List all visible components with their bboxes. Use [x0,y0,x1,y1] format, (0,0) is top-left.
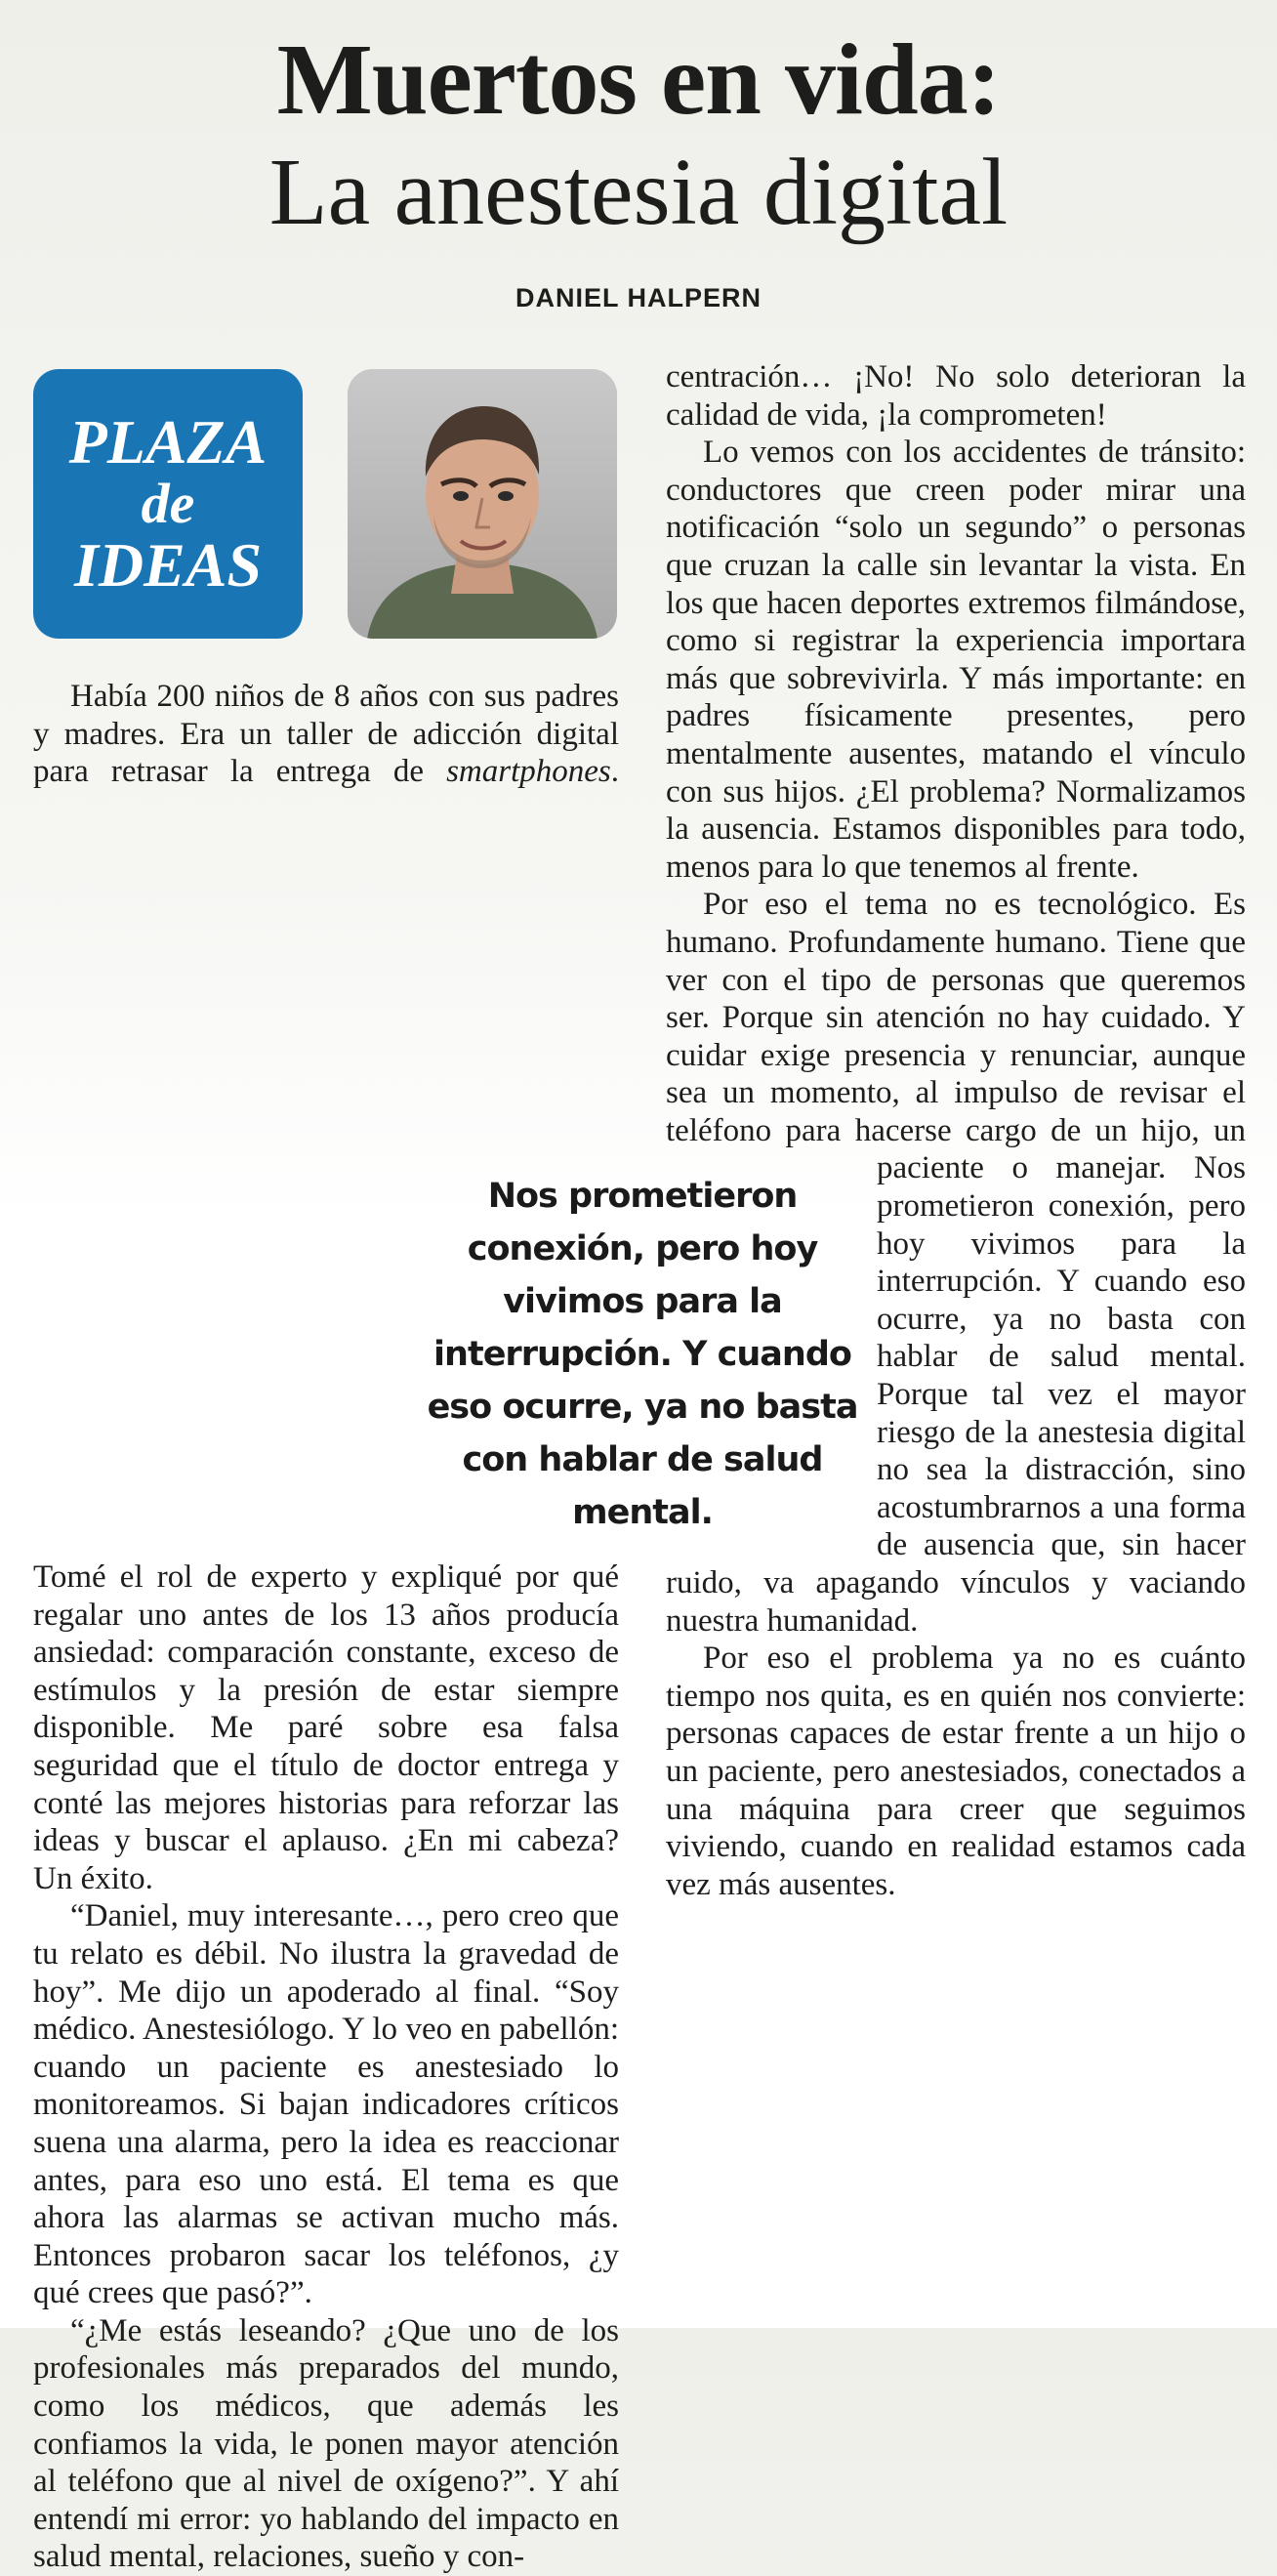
body-p1-end: . Tomé el rol de experto y expliqué por qué regalar uno antes de los 13 años producía ansiedad: comparación constante, exceso de estímulos y la presión de estar siempre disponible. Me paré sobre esa falsa seguridad que el título de doctor entrega y conté las mejores historias para reforzar las ideas y buscar el aplauso. ¿En mi cabeza? Un éxito. [33,754,619,1896]
body-p1-emphasis: smartphones [446,754,611,790]
author-portrait-icon [348,369,617,639]
section-logo [33,369,303,639]
body-paragraph-6: Por eso el problema ya no es cuánto tiempo nos quita, es en quién nos convierte: personas capaces de estar frente a un hijo o un paciente, pero anestesiados, conectados a una máquina para creer que seguimos viviendo, cuando en realidad estamos cada vez más ausentes. [666,1641,1246,1902]
body-paragraph-2: “Daniel, muy interesante…, pero creo que tu relato es débil. No ilustra la gravedad de hoy”. Me dijo un apoderado al final. “Soy médico. Anestesiólogo. Y lo veo en pabellón: cuando un paciente es anestesiado lo monitoreamos. Si bajan indicadores críticos suena una alarma, pero la idea es reaccionar antes, para eso uno está. El tema es que ahora las alarmas se activan mucho más. Entonces probaron sacar los teléfonos, ¿y qué crees que pasó?”. [33,1898,619,2311]
body-paragraph-5: Por eso el tema no es tecnológico. Es humano. Profundamente humano. Tiene que ver con el tipo de personas que queremos ser. Porque sin atención no hay cuidado. Y cuidar exige presencia y renunciar, aunque sea un momento, al impulso de revisar el teléfono para hacerse cargo de un hijo, un paciente o manejar. Nos prometieron conexión, pero hoy vivimos para la interrupción. Y cuando eso ocurre, ya no basta con hablar de salud mental. Porque tal vez el mayor riesgo de la anestesia digital no sea la distracción, sino acostumbrarnos a una forma de ausencia que, sin hacer ruido, va apagando vínculos y vaciando nuestra humanidad. [666,887,1246,1639]
section-logo-line2: de [141,472,195,535]
pull-quote: Nos prometieron conexión, pero hoy vivimos para la interrupción. Y cuando eso ocurre, ya no basta con hablar de salud mental. [427,1177,858,1532]
article-column-right [666,358,1246,1903]
body-p1-start: Había 200 niños de 8 años con sus padres y madres. Era un taller de adicción digital para retrasar la entrega de [33,679,619,790]
article-column-left [33,678,619,2576]
section-logo-line3: IDEAS [73,530,263,600]
headline-line1: Muertos en vida: [276,23,1001,136]
body-paragraph-3: “¿Me estás leseando? ¿Que uno de los profesionales más preparados del mundo, como los médicos, que además les confiamos la vida, le ponen mayor atención al teléfono que al nivel de oxígeno?”. Y ahí entendí mi error: yo hablando del impacto en salud mental, relaciones, sueño y con- [33,2312,619,2575]
byline: DANIEL HALPERN [515,283,762,312]
body-paragraph-4: Lo vemos con los accidentes de tránsito: conductores que creen poder mirar una notificación “solo un segundo” o personas que cruzan la calle sin levantar la vista. En los que hacen deportes extremos filmándose, como si registrar la experiencia importara más que sobrevivirla. Y más importante: en padres físicamente presentes, pero mentalmente ausentes, matando el vínculo con sus hijos. ¿El problema? Normalizamos la ausencia. Estamos disponibles para todo, menos para lo que tenemos al frente. [666,435,1246,885]
author-photo [348,369,617,639]
body-paragraph-3-continuation: centración… ¡No! No solo deterioran la calidad de vida, ¡la comprometen! [666,359,1246,433]
headline-line2: La anestesia digital [268,140,1009,245]
section-logo-line1: PLAZA [68,407,268,477]
